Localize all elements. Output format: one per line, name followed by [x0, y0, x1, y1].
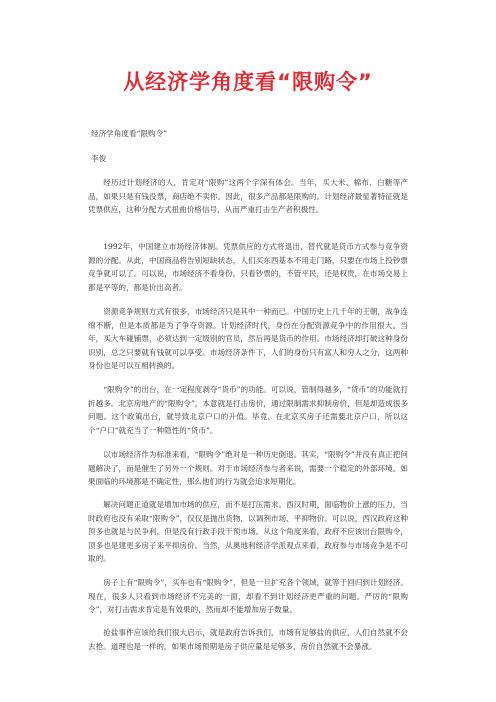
paragraph-4: “限购令”的出台，在一定程度剥夺“货币”的功能。可以说，管制得越多，“货币”的功能就打折越多。北京房地产的“限购令”，本意就是打击房价，通过限制需求抑制房价，但是却造成很多问题。这个政策出台，就导致北京户口的升值。毕竟，在北京买房子还需要北京户口，所以这个“户口”就充当了一种隐性的“货币”。 [88, 385, 408, 435]
paragraph-5: 以市场经济作为标准来看，“限购令”绝对是一种历史倒退。其实，“限购令”并没有真正把问题解决了，而是催生了另外一个规则。对于市场经济参与者来说，需要一个稳定的外部环境。如果面临的环境都是不确定性，那么他们的行为就会追求短期化。 [88, 450, 408, 487]
document-title: 从经济学角度看“限购令” [123, 70, 373, 94]
paragraph-1: 经历过计划经济的人，肯定对“限购”这两个字深有体会。当年，买大米、棉布、白糖等产品，如果只是有钱没票，商店绝不卖你。因此，很多产品都是限购的。计划经济最显著特征就是凭票供应，这种分配方式扭曲价格信号，从而严重打击生产者积极性。 [88, 178, 408, 215]
paragraph-2: 1992年，中国建立市场经济体制。凭票供应的方式将退出，替代就是货币方式参与竞争资源的分配。从此，中国商品将告别短缺状态，人们买东西基本不用走门路，只要在市场上投钞票竞争就可以了。可以说，市场经济不看身份，只看钞票的，不管平民，还是权贵，在市场交易上都是平等的，都是价出高者。 [88, 242, 408, 292]
paragraph-6: 解决问题正道就是增加市场的供应，而不是打压需求。西汉时期，面临物价上涨的压力，当时政府也没有采取“限购令”，仅仅是抛出货物，以调剂市场、平抑物价。可以说，西汉政府这种顶多也就是与民争利，但是没有行政手段干预市场。从这个角度来看，政府不应该出台限购令，顶多也是建更多房子来平抑房价。当然，从奥地利经济学派观点来看，政府参与市场竞争是不可取的。 [88, 500, 408, 564]
document-author: 李俊 [91, 154, 107, 163]
paragraph-3: 资源竞争规则方式有很多，市场经济只是其中一种而已。中国历史上几千年的王朝，战争连绵不断，但是本质都是为了争夺资源。计划经济时代，身份在分配资源竞争中的作用很大。当年，买大车碰铺票，必须达到一定级别的官员，然后再是货币的作用。市场经济却打破这种身份识别，总之只要就有钱就可以享受。市场经济条件下，人们的身份只有富人和穷人之分，这两种身份也是可以互相转换的。 [88, 307, 408, 371]
document-subtitle: 经济学角度看“限购令” [91, 129, 168, 138]
paragraph-7: 房子上有“限购令”，买车也有“限购令”，但是一旦扩充各个领域，就等于回归到计划经济。现在，很多人只看到市场经济不完美的一面，却看不到计划经济更严重的问题。严厉的“限购令”，对打击需求肯定是有效果的，然而却不能增加房子数量。 [88, 578, 408, 615]
paragraph-8: 抢盐事件应该给我们很大启示，就是政府告诉我们，市场有足够盐的供应，人们自然就不会去抢。道理也是一样的，如果市场预期是房子供应量是足够多，房价自然就不会暴涨。 [88, 628, 408, 651]
